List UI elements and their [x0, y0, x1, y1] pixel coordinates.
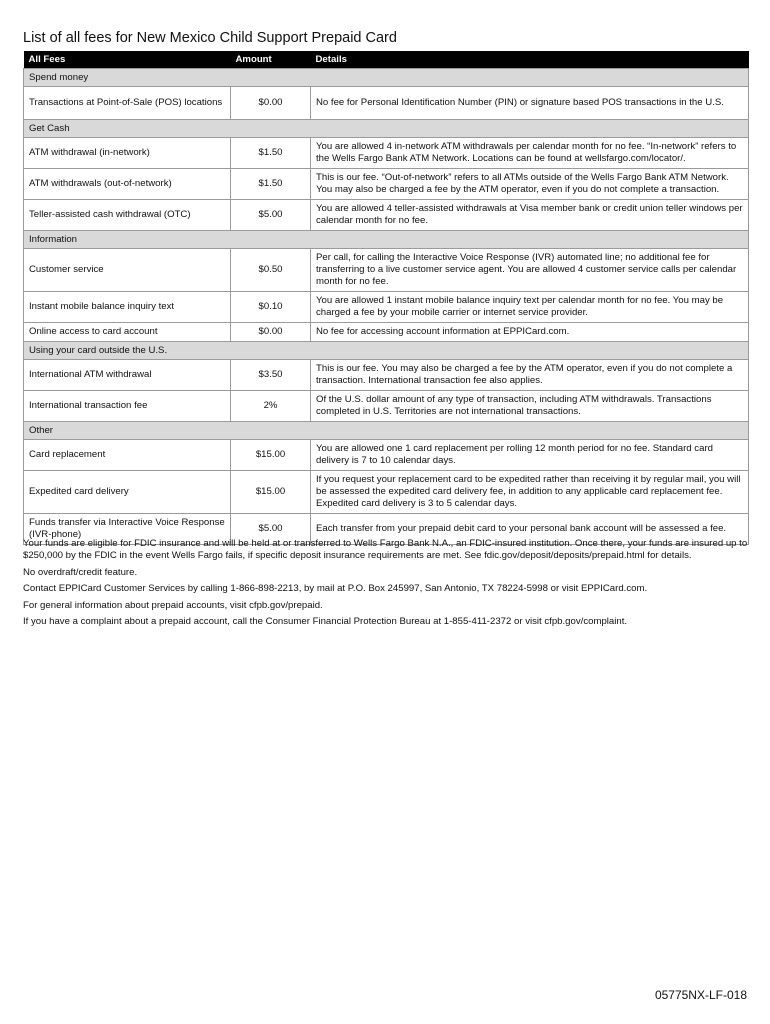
fee-amount: $0.00: [231, 87, 311, 120]
table-header-row: [24, 51, 749, 69]
fee-name: Funds transfer via Interactive Voice Response (IVR-phone): [24, 514, 231, 545]
fee-amount: $0.00: [231, 323, 311, 342]
section-label: Spend money: [24, 69, 749, 87]
fee-details: Per call, for calling the Interactive Voice Response (IVR) automated line; no additional fee for transferring to a live customer service agent. You are allowed 4 customer service calls per calendar month for no fee.: [311, 249, 749, 292]
fee-name: Customer service: [24, 249, 231, 292]
fee-name: Transactions at Point-of-Sale (POS) locations: [24, 87, 231, 120]
fee-details: You are allowed 1 instant mobile balance inquiry text per calendar month for no fee. You may be charged a fee by your mobile carrier or internet service provider.: [311, 292, 749, 323]
fee-amount: $5.00: [231, 514, 311, 545]
fee-amount: $3.50: [231, 360, 311, 391]
fee-name: ATM withdrawals (out-of-network): [24, 169, 231, 200]
fee-details: If you request your replacement card to be expedited rather than receiving it by regular mail, you will be assessed the expedited card delivery fee, in addition to any applicable card replacement fee. Expedited card delivery is 3 to 5 calendar days.: [311, 471, 749, 514]
fee-details: This is our fee. “Out-of-network” refers to all ATMs outside of the Wells Fargo Bank ATM Network. You may also be charged a fee by the ATM operator, even if you do not complete a transaction.: [311, 169, 749, 200]
fee-name: International ATM withdrawal: [24, 360, 231, 391]
fee-amount: $0.10: [231, 292, 311, 323]
section-row: [24, 422, 749, 440]
fee-amount: $15.00: [231, 471, 311, 514]
fee-table: [23, 51, 749, 545]
fee-name: International transaction fee: [24, 391, 231, 422]
fee-details: No fee for accessing account information at EPPICard.com.: [311, 323, 749, 342]
section-row: [24, 342, 749, 360]
fee-name: Card replacement: [24, 440, 231, 471]
section-row: [24, 120, 749, 138]
fee-name: Teller-assisted cash withdrawal (OTC): [24, 200, 231, 231]
section-label: Information: [24, 231, 749, 249]
fee-name: Expedited card delivery: [24, 471, 231, 514]
form-code: 05775NX-LF-018: [654, 988, 747, 1002]
section-label: Get Cash: [24, 120, 749, 138]
table-row: [24, 323, 749, 342]
fee-details: This is our fee. You may also be charged a fee by the ATM operator, even if you do not complete a transaction. International transaction fee also applies.: [311, 360, 749, 391]
table-row: [24, 249, 749, 292]
fee-details: You are allowed one 1 card replacement per rolling 12 month period for no fee. Standard card delivery is 7 to 10 calendar days.: [311, 440, 749, 471]
contact-note: Contact EPPICard Customer Services by calling 1-866-898-2213, by mail at P.O. Box 245997, San Antonio, TX 78224-5998 or visit EPPICard.com.: [23, 583, 648, 594]
fee-details: Each transfer from your prepaid debit card to your personal bank account will be assessed a fee.: [311, 514, 749, 545]
fee-name: ATM withdrawal (in-network): [24, 138, 231, 169]
overdraft-note: No overdraft/credit feature.: [23, 566, 138, 578]
header-details: Details: [311, 51, 749, 69]
fee-name: Instant mobile balance inquiry text: [24, 292, 231, 323]
table-row: [24, 292, 749, 323]
fee-details: You are allowed 4 in-network ATM withdrawals per calendar month for no fee. “In-network” refers to the Wells Fargo Bank ATM Network. Locations can be found at wellsfargo.com/locator/.: [311, 138, 749, 169]
fee-amount: $1.50: [231, 138, 311, 169]
section-row: [24, 69, 749, 87]
fee-details: You are allowed 4 teller-assisted withdrawals at Visa member bank or credit union teller windows per calendar month for no fee.: [311, 200, 749, 231]
table-row: [24, 200, 749, 231]
fee-details: No fee for Personal Identification Number (PIN) or signature based POS transactions in the U.S.: [311, 87, 749, 120]
complaint-note: If you have a complaint about a prepaid account, call the Consumer Financial Protection Bureau at 1-855-411-2372 or visit cfpb.gov/complaint.: [23, 616, 628, 627]
fee-amount: $0.50: [231, 249, 311, 292]
fee-amount: 2%: [231, 391, 311, 422]
table-row: [24, 138, 749, 169]
header-all-fees: All Fees: [24, 51, 231, 69]
general-info-note: For general information about prepaid accounts, visit cfpb.gov/prepaid.: [23, 599, 323, 611]
table-row: [24, 440, 749, 471]
fee-amount: $1.50: [231, 169, 311, 200]
section-label: Using your card outside the U.S.: [24, 342, 749, 360]
fdic-note: Your funds are eligible for FDIC insurance and will be held at or transferred to Wells Fargo Bank N.A., an FDIC-insured institution. Once there, your funds are insured up to $250,000 by the FDIC in the event Wells Fargo fails, if specific deposit insurance requirements are met. See fdic.gov/deposit/deposits/prepaid.html for details.: [23, 538, 748, 561]
notes-section: [23, 538, 748, 633]
page-title: List of all fees for New Mexico Child Support Prepaid Card: [23, 30, 397, 46]
fee-name: Online access to card account: [24, 323, 231, 342]
section-row: [24, 231, 749, 249]
header-amount: Amount: [231, 51, 311, 69]
table-row: [24, 87, 749, 120]
table-row: [24, 169, 749, 200]
fee-amount: $15.00: [231, 440, 311, 471]
fee-details: Of the U.S. dollar amount of any type of transaction, including ATM withdrawals. Transactions completed in U.S. Territories are not international transactions.: [311, 391, 749, 422]
table-row: [24, 471, 749, 514]
table-row: [24, 360, 749, 391]
fee-amount: $5.00: [231, 200, 311, 231]
section-label: Other: [24, 422, 749, 440]
table-row: [24, 391, 749, 422]
